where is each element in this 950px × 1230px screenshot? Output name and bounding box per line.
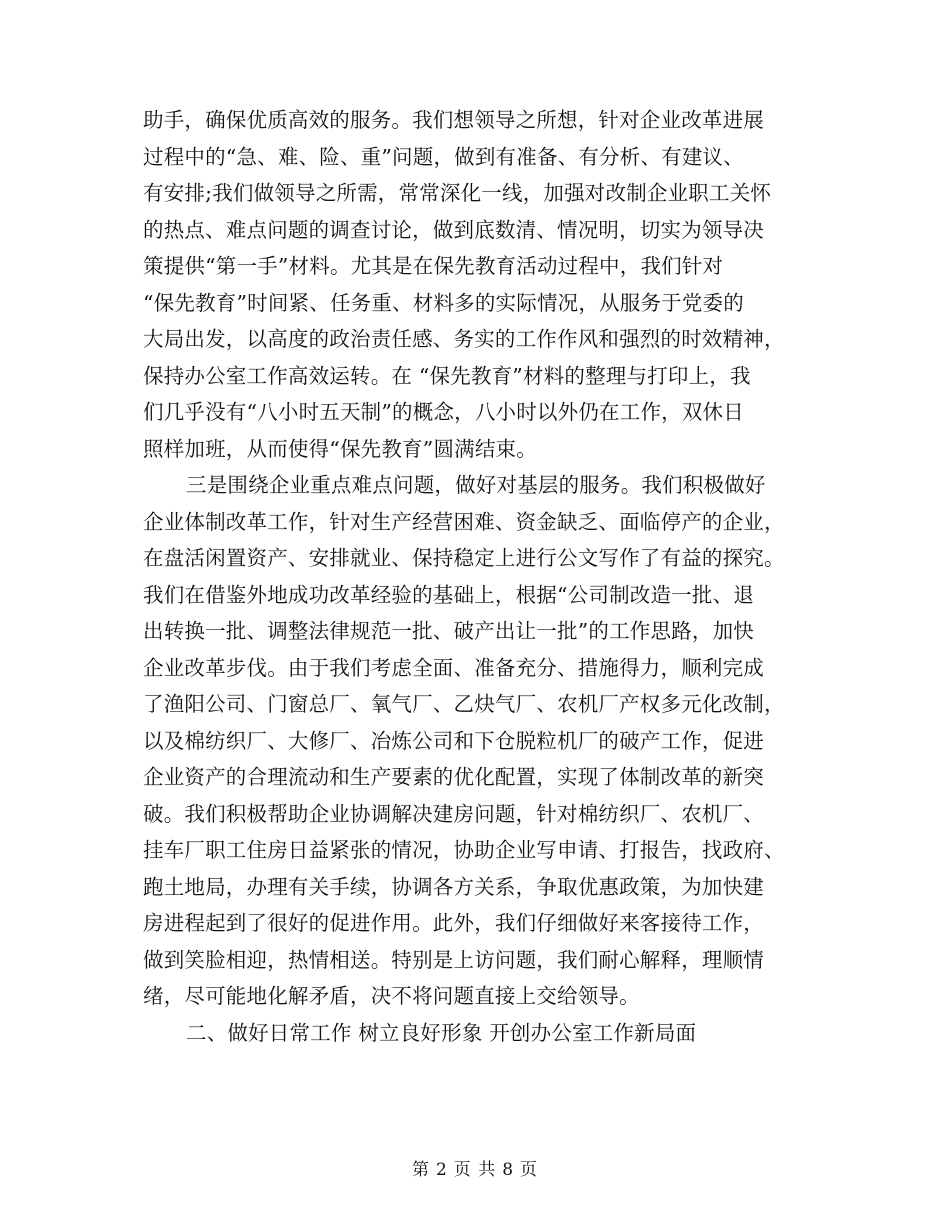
text-line: 的热点、难点问题的调查讨论，做到底数清、情况明，切实为领导决 [143,217,764,242]
section-heading: 二、做好日常工作 树立良好形象 开创办公室工作新局面 [186,1020,697,1045]
text-line: 我们在借鉴外地成功改革经验的基础上，根据“公司制改造一批、退 [143,582,754,607]
paragraph-grassroots-service [143,467,813,1015]
text-line: 助手，确保优质高效的服务。我们想领导之所想，针对企业改革进展 [143,108,764,132]
text-line: 在盘活闲置资产、安排就业、保持稳定上进行公文写作了有益的探究。 [143,546,785,570]
text-line: 保持办公室工作高效运转。在 “保先教育”材料的整理与打印上，我 [143,363,751,388]
text-line: 策提供“第一手”材料。尤其是在保先教育活动过程中，我们针对 [143,254,724,278]
footer-page-number: 2 [435,1160,448,1180]
text-line: 有安排;我们做领导之所需，常常深化一线，加强对改制企业职工关怀 [143,181,772,205]
text-line: “保先教育”时间紧、任务重、材料多的实际情况，从服务于党委的 [143,290,744,315]
paragraph-continuation [143,102,813,467]
text-line: 企业体制改革工作，针对生产经营困难、资金缺乏、面临停产的企业， [143,509,785,534]
text-line: 大局出发，以高度的政治责任感、务实的工作作风和强烈的时效精神， [143,327,785,351]
text-line: 照样加班，从而使得“保先教育”圆满结束。 [143,436,537,461]
text-line: 三是围绕企业重点难点问题，做好对基层的服务。我们积极做好 [186,473,766,497]
text-line: 了渔阳公司、门窗总厂、氧气厂、乙炔气厂、农机厂产权多元化改制， [143,692,785,716]
footer-suffix: 页 [520,1160,539,1180]
text-line: 挂车厂职工住房日益紧张的情况，协助企业写申请、打报告，找政府、 [143,838,785,862]
text-line: 企业改革步伐。由于我们考虑全面、准备充分、措施得力，顺利完成 [143,655,764,680]
text-line: 企业资产的合理流动和生产要素的优化配置，实现了体制改革的新突 [143,765,764,789]
footer-prefix: 第 [411,1160,430,1180]
footer-middle: 页 共 [453,1160,497,1180]
text-line: 过程中的“急、难、险、重”问题，做到有准备、有分析、有建议、 [143,144,744,169]
text-line: 房进程起到了很好的促进作用。此外，我们仔细做好来客接待工作， [143,911,764,935]
text-line: 跑土地局，办理有关手续，协调各方关系，争取优惠政策，为加快建 [143,874,764,899]
text-line: 破。我们积极帮助企业协调解决建房问题，针对棉纺织厂、农机厂、 [143,801,764,826]
page-footer [0,1155,950,1180]
text-line: 们几乎没有“八小时五天制”的概念，八小时以外仍在工作，双休日 [143,400,744,424]
text-line: 以及棉纺织厂、大修厂、冶炼公司和下仓脱粒机厂的破产工作，促进 [143,728,764,753]
text-line: 做到笑脸相迎，热情相送。特别是上访问题，我们耐心解释，理顺情 [143,947,764,972]
text-line: 出转换一批、调整法律规范一批、破产出让一批”的工作思路，加快 [143,619,754,643]
text-line: 绪，尽可能地化解矛盾，决不将问题直接上交给领导。 [143,984,640,1008]
footer-total-pages: 8 [502,1160,515,1180]
document-body [143,102,813,1051]
